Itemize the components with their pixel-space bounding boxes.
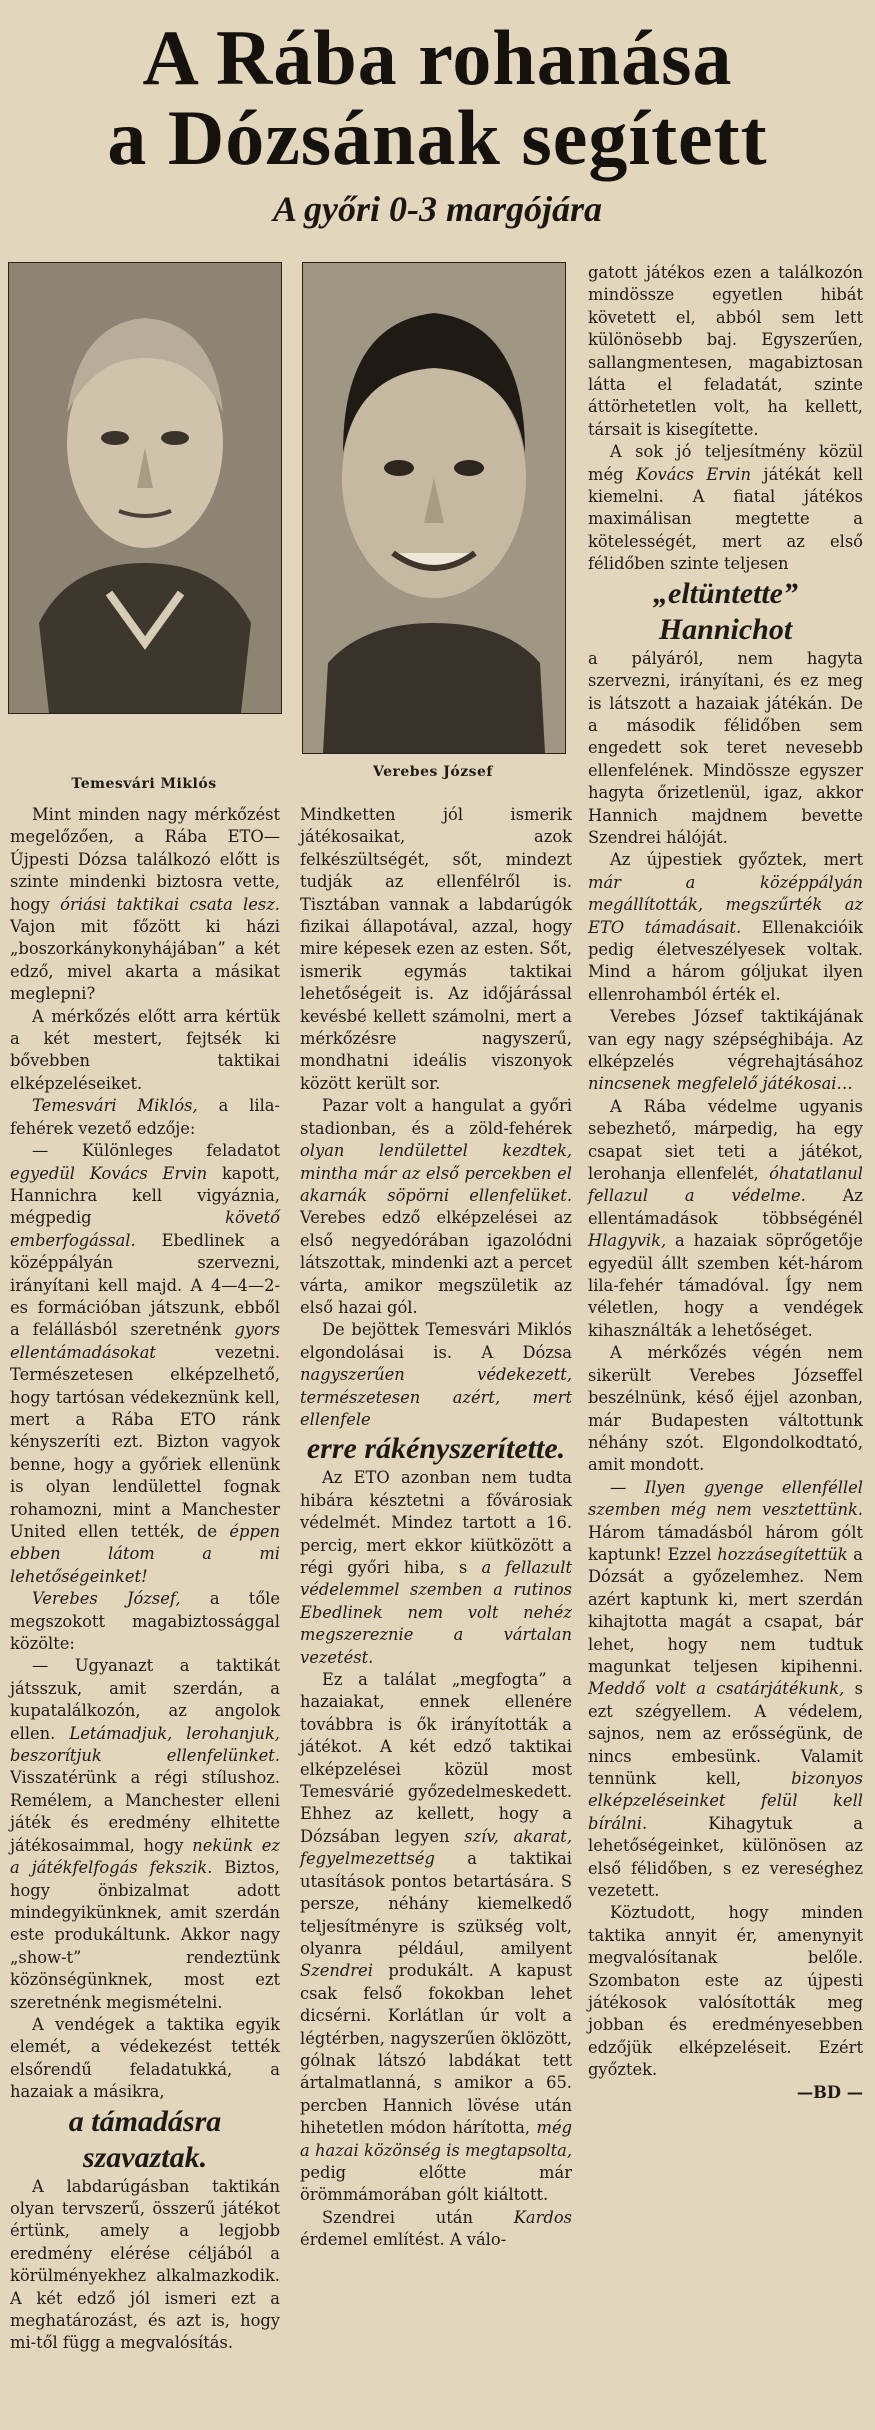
paragraph: Az újpestiek győztek, mert már a középpályán megállították, megszűrték az ETO támadásait. Ellenakcióik pedig életveszélyesek voltak. Mind a három góljukat ilyen ellenrohamból érték el.	[588, 850, 863, 1004]
paragraph: Az ETO azonban nem tudta hibára késztetni a fővárosiak védelmét. Mindez tartott a 16. percig, mert ekkor kiütközött a régi győri hiba, s a fellazult védelemmel szemben a rutinos Ebedlinek nem volt nehéz megszereznie a vártalan vezetést.	[300, 1468, 572, 1667]
author-signature: —BD —	[796, 2082, 863, 2102]
paragraph: A labdarúgásban taktikán olyan tervszerű, összerű játékot értünk, amely a legjobb eredmény elérése céljából a körülményekhez alkalmazkodik. A két edző jól ismeri ezt a meghatározást, és azt is, hogy mi-től függ a megvalósítás.	[10, 2176, 280, 2353]
photo-temesvari	[8, 262, 282, 714]
paragraph: De bejöttek Temesvári Miklós elgondolásai is. A Dózsa nagyszerűen védekezett, természetesen azért, mert ellenfele	[300, 1320, 572, 1429]
paragraph: Verebes József, a tőle megszokott magabiztossággal közölte:	[10, 1589, 280, 1654]
paragraph: Szendrei után Kardos érdemel említést. A válo-	[300, 2207, 572, 2250]
paragraph: A vendégek a taktika egyik elemét, a védekezést tették elsőrendű feladatukká, a hazaiak a másikra,	[10, 2014, 280, 2102]
portrait-photo-icon	[9, 263, 281, 713]
paragraph: — Ilyen gyenge ellenféllel szemben még nem vesztettünk. Három támadásból három gólt kaptunk! Ezzel hozzásegítettük a Dózsát a győzelemhez. Nem azért kaptunk ki, mert szerdán kihajtotta magát a csapat, bár lehet, hogy nem tudtuk magunkat teljesen kipihenni. Meddő volt a csatárjátékunk, s ezt szégyellem. A védelem, sajnos, nem az erősségünk, de nincs embesünk. Valamit tennünk kell, bizonyos elképzeléseinket felül kell bírálni. Kihagytuk a lehetőségeinket, különösen az első félidőben, s ez vereséghez vezetett.	[588, 1477, 863, 1901]
paragraph: Ez a találat „megfogta” a hazaiakat, ennek ellenére továbbra is ők irányították a játékot. A két edző taktikai elképzelései közül most Temesvárié győzedelmeskedett. Ehhez az kellett, hogy a Dózsában legyen szív, akarat, fegyelmezettség a taktikai utasítások pontos betartására. S persze, néhány kiemelkedő teljesítményre is szükség volt, olyanra például, amilyent Szendrei produkált. A kapust csak felső fokokban lehet dicsérni. Korlátlan úr volt a légtérben, nagyszerűen öklözött, gólnak látszó labdákat tett ártalmatlanná, s amikor a 65. percben Hannich lövése után hihetetlen módon hárította, még a hazai közönség is megtapsolta, pedig előtte már örömmámorában gólt kiáltott.	[300, 1670, 572, 2205]
headline-line-1: A Rába rohanása	[142, 14, 733, 101]
article-column-2	[300, 804, 572, 2252]
paragraph: Köztudott, hogy minden taktika annyit ér, amenynyit megvalósítanak belőle. Szombaton este az újpesti játékosok valósították meg jobban és eredményesebben edzőjük elképzeléseit. Ezért győztek.	[588, 1903, 863, 2080]
paragraph: Verebes József taktikájának van egy nagy szépséghibája. Az elképzelés végrehajtásához nincsenek megfelelő játékosai…	[588, 1007, 863, 1094]
headline-line-2: a Dózsának segített	[107, 94, 768, 181]
subtitle: A győri 0-3 margójára	[272, 189, 603, 229]
paragraph: Mint minden nagy mérkőzést megelőzően, a Rába ETO—Újpesti Dózsa találkozó előtt is szinte mindenki biztosra vette, hogy óriási taktikai csata lesz. Vajon mit főzött ki házi „boszorkánykonyhájában” a két edző, mivel akarta a másikat meglepni?	[10, 805, 280, 1004]
paragraph: Pazar volt a hangulat a győri stadionban, és a zöld-fehérek olyan lendülettel kezdtek, mintha már az első percekben el akarnák söpörni ellenfelüket. Verebes edző elképzelései az első negyedórában igazolódni látszottak, mindenki azt a percet várta, amikor megszületik az első hazai gól.	[300, 1096, 572, 1317]
paragraph: A Rába védelme ugyanis sebezhető, márpedig, ha egy csapat siet teti a játékot, lerohanja ellenfelét, óhatatlanul fellazul a védelme. Az ellentámadások többségénél Hlagyvik, a hazaiak söprőgetője egyedül állt szemben két-három lila-fehér támadóval. Így nem véletlen, hogy a vendégek kihasználták a lehetőséget.	[588, 1096, 863, 1340]
article-column-3	[588, 262, 863, 2104]
paragraph: — Különleges feladatot egyedül Kovács Ervin kapott, Hannichra kell vigyáznia, mégpedig követő emberfogással. Ebedlinek a középpályán szervezni, irányítani kell majd. A 4—4—2-es formációban játszunk, ebből a felállásból szeretnénk gyors ellentámadásokat vezetni. Természetesen elképzelhető, hogy tartósan védekeznünk kell, mert a Rába ETO ránk kényszeríti ezt. Bizton vagyok benne, hogy a győriek ellenünk is olyan lendülettel fognak rohamozni, mint a Manchester United ellen tették, de éppen ebben látom a mi lehetőségeinket!	[10, 1141, 281, 1586]
photo-caption-2: Verebes József	[373, 764, 493, 780]
portrait-photo-icon	[303, 263, 565, 753]
section-subheading: erre rákényszerítette.	[306, 1432, 566, 1466]
article-column-1	[10, 804, 280, 2355]
paragraph: Temesvári Miklós, a lila-fehérek vezető edzője:	[10, 1096, 281, 1138]
photo-verebes	[302, 262, 566, 754]
paragraph: A mérkőzés végén nem sikerült Verebes Józseffel beszélnünk, késő éjjel azonban, már Budapesten váltottunk néhány szót. Elgondolkodtató, amit mondott.	[588, 1343, 863, 1475]
paragraph: — Ugyanazt a taktikát játsszuk, amit szerdán, a kupatalálkozón, az angolok ellen. Letámadjuk, lerohanjuk, beszorítjuk ellenfelünket. Visszatérünk a régi stílushoz. Remélem, a Manchester elleni játék és eredmény elhitette játékosaimmal, hogy nekünk ez a játékfelfogás fekszik. Biztos, hogy önbizalmat adott mindegyikünknek, amit szerdán este produkáltunk. Akkor nagy „show-t” rendeztünk közönségünknek, most ezt szeretnénk megismételni.	[10, 1656, 280, 2012]
paragraph: gatott játékos ezen a találkozón mindössze egyetlen hibát követett el, abból sem lett különösebb baj. Egyszerűen, sallangmentesen, magabiztosan látta el feladatát, szinte áttörhetetlen volt, ha kellett, társait is kisegítette.	[588, 263, 863, 439]
section-subheading: „eltüntette” Hannichot	[653, 576, 798, 646]
paragraph: a pályáról, nem hagyta szervezni, irányítani, és ez meg is látszott a hazaiak játékán. De a második félidőben sem engedett sok teret nevesebb ellenfelének. Mindössze egyszer hagyta őrizetlenül, igaz, akkor Hannich majdnem bevette Szendrei hálóját.	[588, 648, 863, 847]
section-subheading: a támadásra szavaztak.	[68, 2104, 222, 2174]
paragraph: Mindketten jól ismerik játékosaikat, azok felkészültségét, sőt, mindezt tudják az ellenfélről is. Tisztában vannak a labdarúgók fizikai állapotával, azzal, hogy mire képesek ezen az esten. Sőt, ismerik egymás taktikai lehetőségeit is. Az időjárással kevésbé kellett számolni, mert a mérkőzésre nagyszerű, mondhatni ideális viszonyok között került sor.	[300, 805, 572, 1093]
paragraph: A mérkőzés előtt arra kértük a két mestert, fejtsék ki bővebben taktikai elképzeléseiket.	[10, 1006, 280, 1093]
photo-caption-1: Temesvári Miklós	[71, 776, 217, 792]
paragraph: A sok jó teljesítmény közül még Kovács Ervin játékát kell kiemelni. A fiatal játékos maximálisan megtette a kötelességét, mert az első félidőben szinte teljesen	[588, 442, 863, 574]
